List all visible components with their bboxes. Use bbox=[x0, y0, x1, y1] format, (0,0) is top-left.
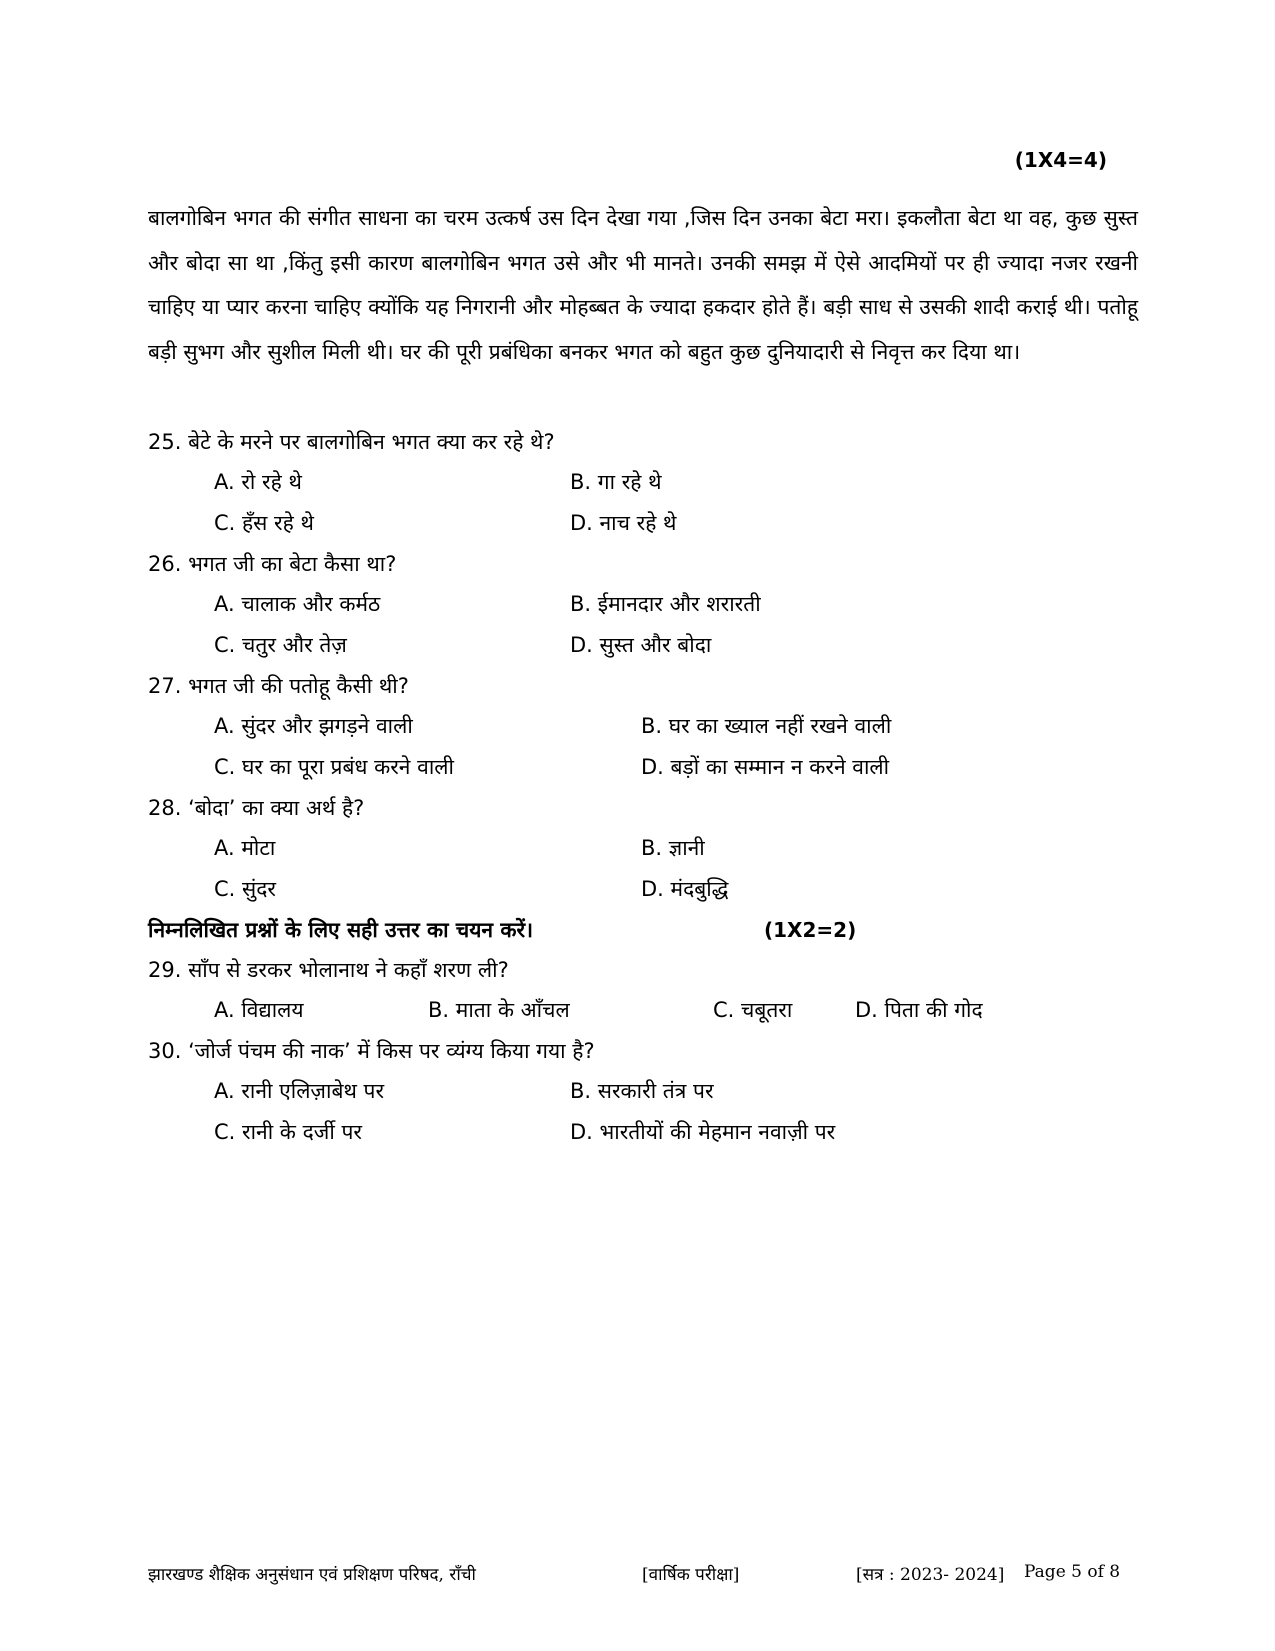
option-b: B. सरकारी तंत्र पर bbox=[570, 1079, 714, 1103]
section-heading-text: निम्नलिखित प्रश्नों के लिए सही उत्तर का चयन करें। bbox=[148, 918, 534, 942]
option-a: A. सुंदर और झगड़ने वाली bbox=[214, 714, 413, 738]
question-27: 27. भगत जी की पतोहू कैसी थी? bbox=[148, 674, 409, 698]
options-row bbox=[148, 1112, 1138, 1153]
options-row bbox=[148, 584, 1138, 625]
page-footer bbox=[148, 1562, 1138, 1592]
option-d: D. मंदबुद्धि bbox=[641, 877, 729, 901]
option-b: B. ज्ञानी bbox=[641, 836, 705, 860]
option-c: C. रानी के दर्जी पर bbox=[214, 1120, 362, 1144]
option-d: D. पिता की गोद bbox=[855, 998, 983, 1022]
section-heading bbox=[148, 910, 1138, 950]
question-29: 29. साँप से डरकर भोलानाथ ने कहाँ शरण ली? bbox=[148, 958, 509, 982]
option-b: B. माता के आँचल bbox=[428, 998, 570, 1022]
option-a: A. मोटा bbox=[214, 836, 276, 860]
option-a: A. रो रहे थे bbox=[214, 470, 302, 494]
options-row bbox=[148, 625, 1138, 666]
options-row bbox=[148, 990, 1138, 1031]
footer-session: [सत्र : 2023- 2024] bbox=[856, 1565, 1005, 1585]
option-b: B. घर का ख्याल नहीं रखने वाली bbox=[641, 714, 892, 738]
option-c: C. हँस रहे थे bbox=[214, 511, 314, 535]
option-b: B. गा रहे थे bbox=[570, 470, 662, 494]
question-30: 30. ‘जोर्ज पंचम की नाक’ में किस पर व्यंग्य किया गया है? bbox=[148, 1039, 595, 1063]
options-row bbox=[148, 462, 1138, 503]
option-c: C. सुंदर bbox=[214, 877, 276, 901]
question-list bbox=[148, 422, 1138, 1153]
option-c: C. चबूतरा bbox=[713, 998, 793, 1022]
option-d: D. बड़ों का सम्मान न करने वाली bbox=[641, 755, 890, 779]
options-row bbox=[148, 869, 1138, 910]
options-row bbox=[148, 503, 1138, 544]
option-a: A. रानी एलिज़ाबेथ पर bbox=[214, 1079, 385, 1103]
footer-page-number: Page 5 of 8 bbox=[1024, 1562, 1121, 1582]
question-25: 25. बेटे के मरने पर बालगोबिन भगत क्या कर रहे थे? bbox=[148, 430, 555, 454]
option-a: A. विद्यालय bbox=[214, 998, 304, 1022]
option-d: D. सुस्त और बोदा bbox=[570, 633, 712, 657]
options-row bbox=[148, 1071, 1138, 1112]
question-26: 26. भगत जी का बेटा कैसा था? bbox=[148, 552, 397, 576]
options-row bbox=[148, 747, 1138, 788]
footer-institution: झारखण्ड शैक्षिक अनुसंधान एवं प्रशिक्षण परिषद, राँची bbox=[148, 1565, 476, 1585]
reading-passage: बालगोबिन भगत की संगीत साधना का चरम उत्कर्ष उस दिन देखा गया ,जिस दिन उनका बेटा मरा। इकलौता बेटा था वह, कुछ सुस्त और बोदा सा था ,किंतु इसी कारण बालगोबिन भगत उसे और भी मानते। उनकी समझ में ऐसे आदमियों पर ही ज्यादा नजर रखनी चाहिए या प्यार करना चाहिए क्योंकि यह निगरानी और मोहब्बत के ज्यादा हकदार होते हैं। बड़ी साध से उसकी शादी कराई थी। पतोहू बड़ी सुभग और सुशील मिली थी। घर की पूरी प्रबंधिका बनकर भगत को बहुत कुछ दुनियादारी से निवृत्त कर दिया था। bbox=[148, 206, 1138, 364]
options-row bbox=[148, 828, 1138, 869]
option-d: D. नाच रहे थे bbox=[570, 511, 677, 535]
option-b: B. ईमानदार और शरारती bbox=[570, 592, 761, 616]
footer-exam: [वार्षिक परीक्षा] bbox=[642, 1565, 740, 1585]
option-c: C. घर का पूरा प्रबंध करने वाली bbox=[214, 755, 454, 779]
marks-label: (1X4=4) bbox=[1014, 148, 1107, 172]
option-a: A. चालाक और कर्मठ bbox=[214, 592, 381, 616]
options-row bbox=[148, 706, 1138, 747]
section-marks: (1X2=2) bbox=[764, 918, 857, 942]
question-28: 28. ‘बोदा’ का क्या अर्थ है? bbox=[148, 796, 365, 820]
option-c: C. चतुर और तेज़ bbox=[214, 633, 347, 657]
option-d: D. भारतीयों की मेहमान नवाज़ी पर bbox=[570, 1120, 836, 1144]
